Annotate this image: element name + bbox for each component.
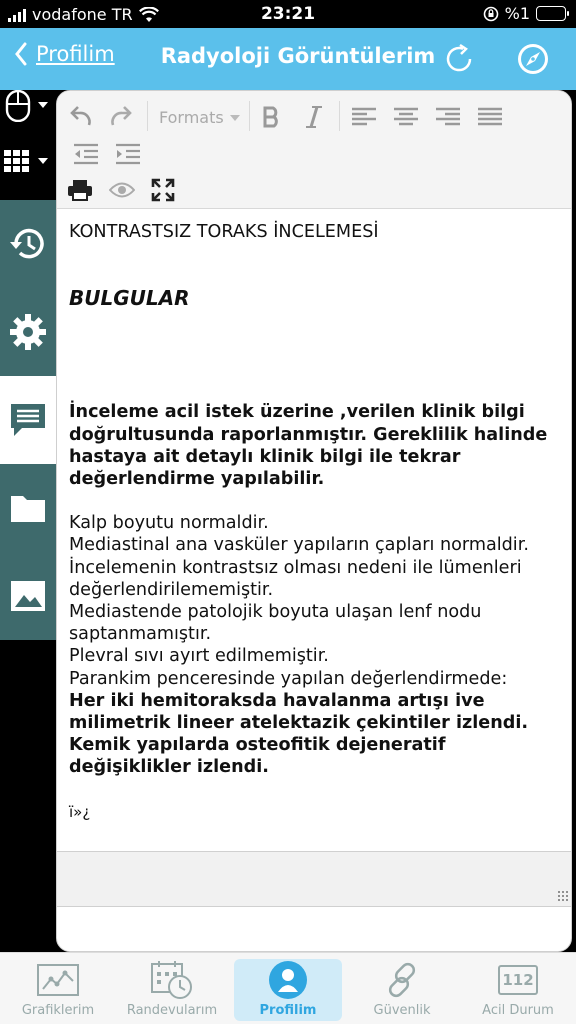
tab-label: Randevularım xyxy=(126,1003,218,1018)
indent-icon[interactable] xyxy=(115,143,141,165)
battery-percent: %1 xyxy=(504,4,530,23)
sidebar xyxy=(0,90,56,645)
align-left-icon[interactable] xyxy=(351,107,377,127)
sidebar-item-settings[interactable] xyxy=(0,288,56,376)
tab-label: Grafiklerim xyxy=(21,1003,95,1018)
image-icon xyxy=(8,576,48,616)
status-bar xyxy=(0,0,576,28)
align-justify-icon[interactable] xyxy=(477,107,503,127)
refresh-icon[interactable] xyxy=(442,42,476,76)
toolbar-separator xyxy=(147,101,148,131)
tab-guvenlik[interactable] xyxy=(348,959,456,1021)
align-right-icon[interactable] xyxy=(435,107,461,127)
user-icon xyxy=(268,960,308,1000)
formats-label: Formats xyxy=(159,108,224,127)
page-title: Radyoloji Görüntülerim xyxy=(160,44,436,68)
print-icon[interactable] xyxy=(67,179,93,201)
status-right xyxy=(483,4,566,23)
carrier-name: vodafone TR xyxy=(32,5,133,24)
battery-icon xyxy=(536,6,566,21)
report-heading: BULGULAR xyxy=(69,286,190,311)
sidebar-item-folder[interactable] xyxy=(0,464,56,552)
calendar-clock-icon xyxy=(150,960,194,1000)
tab-randevularim[interactable] xyxy=(118,959,226,1021)
toolbar-separator xyxy=(249,101,250,131)
report-content[interactable] xyxy=(69,221,559,823)
tab-acil-durum[interactable] xyxy=(464,959,572,1021)
finding-line-bold: Kemik yapılarda osteofitik dejeneratif değişiklikler izlendi. xyxy=(69,735,446,778)
clock: 23:21 xyxy=(260,4,316,24)
finding-line-bold: Her iki hemitoraksda havalanma artışı ive milimetrik lineer atelektazik çekintiler izlendi. xyxy=(69,690,529,734)
tab-grafiklerim[interactable] xyxy=(4,959,112,1021)
finding-line: Parankim penceresinde yapılan değerlendirmede: xyxy=(69,668,508,689)
fullscreen-icon[interactable] xyxy=(151,178,175,202)
back-label: Profilim xyxy=(36,42,115,66)
align-center-icon[interactable] xyxy=(393,107,419,127)
sidebar-top-tools xyxy=(0,90,56,200)
compass-icon[interactable] xyxy=(516,42,550,76)
resize-grip-icon[interactable] xyxy=(557,890,569,902)
editor-toolbar xyxy=(57,91,572,209)
folder-icon xyxy=(8,488,48,528)
rotation-lock-icon xyxy=(483,6,499,22)
bold-icon[interactable] xyxy=(261,105,283,129)
preview-eye-icon[interactable] xyxy=(109,181,135,199)
finding-line: Kalp boyutu normaldir. xyxy=(69,513,269,534)
finding-line: Mediastende patolojik boyuta ulaşan lenf nodu saptanmamıştır. xyxy=(69,602,482,645)
report-title: KONTRASTSIZ TORAKS İNCELEMESİ xyxy=(69,222,379,242)
chain-link-icon xyxy=(382,960,422,1000)
finding-line: Plevral sıvı ayırt edilmemiştir. xyxy=(69,646,329,667)
emergency-badge: 112 xyxy=(502,971,534,989)
toolbar-separator xyxy=(339,101,340,131)
redo-icon[interactable] xyxy=(109,105,133,127)
trailing-chars: ï»¿ xyxy=(69,802,91,821)
tab-label: Acil Durum xyxy=(482,1003,554,1018)
undo-icon[interactable] xyxy=(69,105,93,127)
bottom-tab-bar xyxy=(0,952,576,1024)
message-icon xyxy=(8,400,48,440)
editor-statusbar xyxy=(57,851,572,907)
sidebar-item-images[interactable] xyxy=(0,552,56,640)
tab-label: Profilim xyxy=(259,1003,317,1018)
chevron-down-icon xyxy=(230,115,240,121)
italic-icon[interactable] xyxy=(303,105,325,129)
history-icon xyxy=(8,224,48,264)
gear-icon xyxy=(8,312,48,352)
outdent-icon[interactable] xyxy=(73,143,99,165)
emergency-112-icon xyxy=(498,965,538,995)
chart-icon xyxy=(37,964,79,996)
finding-line: Mediastinal ana vasküler yapıların çapları normaldir. İncelemenin kontrastsız olması nedeni ile lümenleri değerlendirilememiştir. xyxy=(69,535,529,600)
grid-dropdown-icon[interactable] xyxy=(4,148,52,174)
tab-label: Güvenlik xyxy=(373,1003,431,1018)
report-notice: İnceleme acil istek üzerine ,verilen klinik bilgi doğrultusunda raporlanmıştır. Gereklilik halinde hastaya ait detaylı klinik bilgi ile tekrar değerlendirme yapılabilir. xyxy=(69,402,548,490)
navigation-bar xyxy=(0,28,576,90)
sidebar-item-history[interactable] xyxy=(0,200,56,288)
mouse-dropdown-icon[interactable] xyxy=(4,90,52,122)
sidebar-item-messages[interactable] xyxy=(0,376,56,464)
formats-dropdown[interactable] xyxy=(159,108,240,127)
tab-profilim[interactable] xyxy=(234,959,342,1021)
report-editor xyxy=(56,90,572,952)
